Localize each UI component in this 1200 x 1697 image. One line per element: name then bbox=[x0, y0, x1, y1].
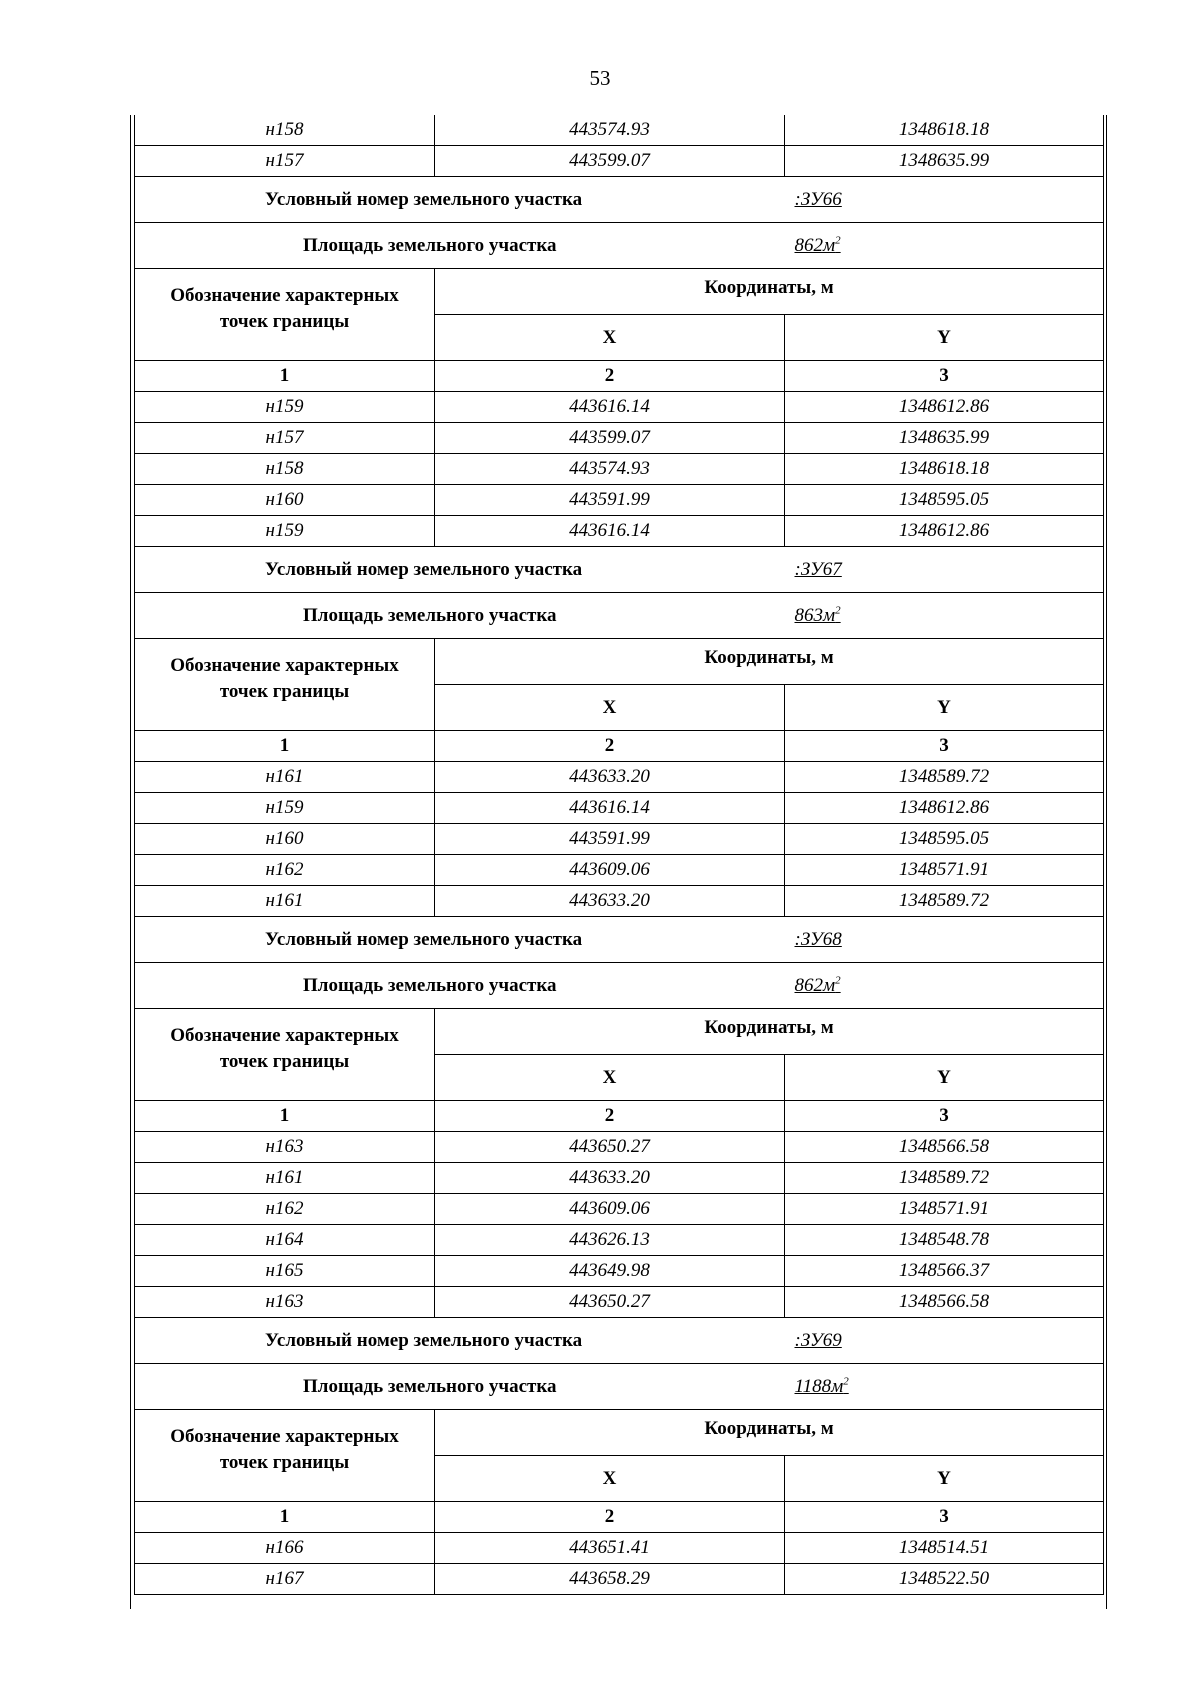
table-row bbox=[135, 1225, 1104, 1256]
parcel-area-label: Площадь земельного участка bbox=[303, 974, 557, 996]
point-cell: н158 bbox=[135, 454, 435, 485]
x-cell: 443599.07 bbox=[435, 146, 785, 177]
table-row bbox=[135, 793, 1104, 824]
table-row bbox=[135, 1564, 1104, 1595]
parcel-number-value: :ЗУ67 bbox=[794, 558, 842, 580]
point-cell: н165 bbox=[135, 1256, 435, 1287]
x-cell: 443616.14 bbox=[435, 516, 785, 547]
y-cell: 1348566.37 bbox=[785, 1256, 1104, 1287]
point-cell: н160 bbox=[135, 485, 435, 516]
y-cell: 1348612.86 bbox=[785, 516, 1104, 547]
parcel-number-row bbox=[135, 917, 1104, 963]
point-cell: н162 bbox=[135, 855, 435, 886]
parcel-number-row bbox=[135, 1318, 1104, 1364]
coords-header: Координаты, м bbox=[704, 1417, 834, 1439]
parcel-number-label: Условный номер земельного участка bbox=[265, 188, 583, 210]
table-row bbox=[135, 392, 1104, 423]
points-header: Обозначение характерных точек границы bbox=[170, 654, 399, 702]
col-y-header: Y bbox=[785, 685, 1104, 731]
column-number-2: 2 bbox=[435, 1502, 785, 1533]
table-row bbox=[135, 1533, 1104, 1564]
document-frame bbox=[130, 115, 1107, 1609]
x-cell: 443633.20 bbox=[435, 886, 785, 917]
x-cell: 443616.14 bbox=[435, 392, 785, 423]
point-cell: н163 bbox=[135, 1287, 435, 1318]
table-row bbox=[135, 454, 1104, 485]
coords-header-cell bbox=[435, 269, 1104, 315]
points-header: Обозначение характерных точек границы bbox=[170, 1024, 399, 1072]
table-row bbox=[135, 115, 1104, 146]
y-cell: 1348635.99 bbox=[785, 423, 1104, 454]
parcel-number-value: :ЗУ68 bbox=[794, 928, 842, 950]
parcel-area-value-cell bbox=[785, 223, 1104, 269]
y-cell: 1348618.18 bbox=[785, 115, 1104, 146]
coords-header-cell bbox=[435, 1009, 1104, 1055]
area-unit-superscript: 2 bbox=[843, 1375, 849, 1388]
x-cell: 443609.06 bbox=[435, 855, 785, 886]
coords-header: Координаты, м bbox=[704, 276, 834, 298]
x-cell: 443633.20 bbox=[435, 762, 785, 793]
parcel-area-label: Площадь земельного участка bbox=[303, 1375, 557, 1397]
col-y-header: Y bbox=[785, 1456, 1104, 1502]
x-cell: 443626.13 bbox=[435, 1225, 785, 1256]
parcel-number-label-cell bbox=[135, 177, 785, 223]
col-x-header: X bbox=[435, 315, 785, 361]
parcel-number-label: Условный номер земельного участка bbox=[265, 558, 583, 580]
parcel-number-value: :ЗУ69 bbox=[794, 1329, 842, 1351]
table-row bbox=[135, 824, 1104, 855]
column-number-2: 2 bbox=[435, 361, 785, 392]
parcel-number-value: :ЗУ66 bbox=[794, 188, 842, 210]
col-x-header: X bbox=[435, 1456, 785, 1502]
point-cell: н157 bbox=[135, 146, 435, 177]
y-cell: 1348571.91 bbox=[785, 855, 1104, 886]
area-unit-superscript: 2 bbox=[835, 974, 841, 987]
point-cell: н159 bbox=[135, 793, 435, 824]
point-cell: н167 bbox=[135, 1564, 435, 1595]
table-header-row bbox=[135, 639, 1104, 685]
points-header-cell bbox=[135, 1410, 435, 1502]
parcel-number-value-cell bbox=[785, 917, 1104, 963]
y-cell: 1348612.86 bbox=[785, 392, 1104, 423]
x-cell: 443633.20 bbox=[435, 1163, 785, 1194]
table-row bbox=[135, 1132, 1104, 1163]
point-cell: н161 bbox=[135, 762, 435, 793]
area-number: 1188м bbox=[794, 1375, 844, 1397]
point-cell: н161 bbox=[135, 886, 435, 917]
parcel-area-row bbox=[135, 593, 1104, 639]
area-number: 862м bbox=[794, 234, 836, 256]
parcel-area-value bbox=[785, 1376, 849, 1397]
point-cell: н161 bbox=[135, 1163, 435, 1194]
column-number-3: 3 bbox=[785, 1502, 1104, 1533]
table-row bbox=[135, 1287, 1104, 1318]
parcel-number-value-cell bbox=[785, 177, 1104, 223]
table-row bbox=[135, 855, 1104, 886]
coords-header: Координаты, м bbox=[704, 1016, 834, 1038]
parcel-area-value-cell bbox=[785, 1364, 1104, 1410]
parcel-area-label-cell bbox=[135, 963, 785, 1009]
y-cell: 1348589.72 bbox=[785, 1163, 1104, 1194]
points-header-cell bbox=[135, 639, 435, 731]
points-header-cell bbox=[135, 269, 435, 361]
table-row bbox=[135, 423, 1104, 454]
parcel-area-value bbox=[785, 975, 841, 996]
table-header-row bbox=[135, 269, 1104, 315]
column-number-2: 2 bbox=[435, 731, 785, 762]
column-number-1: 1 bbox=[135, 361, 435, 392]
x-cell: 443591.99 bbox=[435, 485, 785, 516]
y-cell: 1348595.05 bbox=[785, 485, 1104, 516]
col-x-header: X bbox=[435, 1055, 785, 1101]
point-cell: н164 bbox=[135, 1225, 435, 1256]
coords-header-cell bbox=[435, 639, 1104, 685]
points-header: Обозначение характерных точек границы bbox=[170, 1425, 399, 1473]
y-cell: 1348571.91 bbox=[785, 1194, 1104, 1225]
y-cell: 1348589.72 bbox=[785, 762, 1104, 793]
point-cell: н162 bbox=[135, 1194, 435, 1225]
x-cell: 443574.93 bbox=[435, 115, 785, 146]
parcel-area-row bbox=[135, 1364, 1104, 1410]
parcel-number-label: Условный номер земельного участка bbox=[265, 928, 583, 950]
area-unit-superscript: 2 bbox=[835, 604, 841, 617]
column-number-2: 2 bbox=[435, 1101, 785, 1132]
x-cell: 443651.41 bbox=[435, 1533, 785, 1564]
table-row bbox=[135, 146, 1104, 177]
coords-header-cell bbox=[435, 1410, 1104, 1456]
table-row bbox=[135, 516, 1104, 547]
column-number-1: 1 bbox=[135, 1101, 435, 1132]
parcel-number-label-cell bbox=[135, 917, 785, 963]
point-cell: н158 bbox=[135, 115, 435, 146]
points-header-cell bbox=[135, 1009, 435, 1101]
area-number: 863м bbox=[794, 604, 836, 626]
parcel-number-row bbox=[135, 177, 1104, 223]
point-cell: н157 bbox=[135, 423, 435, 454]
table-row bbox=[135, 762, 1104, 793]
parcel-number-row bbox=[135, 547, 1104, 593]
x-cell: 443650.27 bbox=[435, 1287, 785, 1318]
x-cell: 443574.93 bbox=[435, 454, 785, 485]
parcel-number-value-cell bbox=[785, 1318, 1104, 1364]
parcel-area-row bbox=[135, 963, 1104, 1009]
parcel-area-label-cell bbox=[135, 593, 785, 639]
points-header: Обозначение характерных точек границы bbox=[170, 284, 399, 332]
x-cell: 443650.27 bbox=[435, 1132, 785, 1163]
point-cell: н159 bbox=[135, 392, 435, 423]
point-cell: н159 bbox=[135, 516, 435, 547]
y-cell: 1348635.99 bbox=[785, 146, 1104, 177]
y-cell: 1348589.72 bbox=[785, 886, 1104, 917]
parcel-area-value bbox=[785, 605, 841, 626]
x-cell: 443599.07 bbox=[435, 423, 785, 454]
column-number-3: 3 bbox=[785, 361, 1104, 392]
area-unit-superscript: 2 bbox=[835, 234, 841, 247]
coords-header: Координаты, м bbox=[704, 646, 834, 668]
table-header-row bbox=[135, 1009, 1104, 1055]
parcel-area-value-cell bbox=[785, 963, 1104, 1009]
page-number: 53 bbox=[589, 66, 611, 90]
column-number-3: 3 bbox=[785, 731, 1104, 762]
parcel-area-label: Площадь земельного участка bbox=[303, 234, 557, 256]
column-number-3: 3 bbox=[785, 1101, 1104, 1132]
point-cell: н166 bbox=[135, 1533, 435, 1564]
x-cell: 443658.29 bbox=[435, 1564, 785, 1595]
parcel-area-row bbox=[135, 223, 1104, 269]
column-number-row bbox=[135, 731, 1104, 762]
parcel-number-label-cell bbox=[135, 1318, 785, 1364]
parcel-number-label-cell bbox=[135, 547, 785, 593]
x-cell: 443616.14 bbox=[435, 793, 785, 824]
col-x-header: X bbox=[435, 685, 785, 731]
coordinates-table bbox=[134, 115, 1104, 1595]
y-cell: 1348612.86 bbox=[785, 793, 1104, 824]
column-number-row bbox=[135, 1101, 1104, 1132]
table-row bbox=[135, 1163, 1104, 1194]
table-row bbox=[135, 1194, 1104, 1225]
y-cell: 1348595.05 bbox=[785, 824, 1104, 855]
column-number-row bbox=[135, 361, 1104, 392]
x-cell: 443649.98 bbox=[435, 1256, 785, 1287]
y-cell: 1348618.18 bbox=[785, 454, 1104, 485]
x-cell: 443591.99 bbox=[435, 824, 785, 855]
y-cell: 1348566.58 bbox=[785, 1287, 1104, 1318]
y-cell: 1348548.78 bbox=[785, 1225, 1104, 1256]
x-cell: 443609.06 bbox=[435, 1194, 785, 1225]
col-y-header: Y bbox=[785, 315, 1104, 361]
col-y-header: Y bbox=[785, 1055, 1104, 1101]
area-number: 862м bbox=[794, 974, 836, 996]
y-cell: 1348566.58 bbox=[785, 1132, 1104, 1163]
table-row bbox=[135, 1256, 1104, 1287]
point-cell: н160 bbox=[135, 824, 435, 855]
column-number-1: 1 bbox=[135, 1502, 435, 1533]
column-number-1: 1 bbox=[135, 731, 435, 762]
table-row bbox=[135, 886, 1104, 917]
parcel-area-label-cell bbox=[135, 223, 785, 269]
parcel-area-label: Площадь земельного участка bbox=[303, 604, 557, 626]
y-cell: 1348522.50 bbox=[785, 1564, 1104, 1595]
point-cell: н163 bbox=[135, 1132, 435, 1163]
parcel-area-label-cell bbox=[135, 1364, 785, 1410]
parcel-area-value-cell bbox=[785, 593, 1104, 639]
y-cell: 1348514.51 bbox=[785, 1533, 1104, 1564]
parcel-number-value-cell bbox=[785, 547, 1104, 593]
column-number-row bbox=[135, 1502, 1104, 1533]
table-header-row bbox=[135, 1410, 1104, 1456]
table-row bbox=[135, 485, 1104, 516]
parcel-number-label: Условный номер земельного участка bbox=[265, 1329, 583, 1351]
parcel-area-value bbox=[785, 235, 841, 256]
